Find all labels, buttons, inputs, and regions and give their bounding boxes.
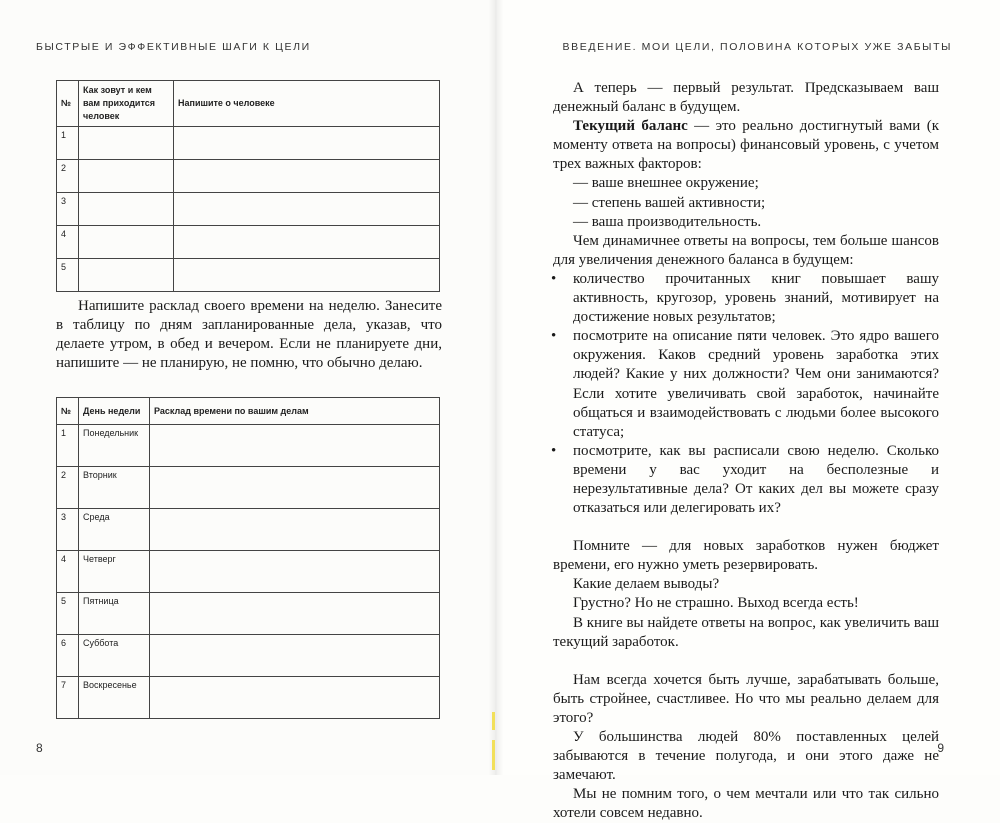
- list-item-text: количество прочитанных книг повышает вашу активность, кругозор, уровень знаний, мотивирует на достижение новых результатов;: [573, 270, 939, 326]
- table-row: [57, 677, 440, 719]
- schedule-day-cell: Воскресенье: [79, 677, 150, 719]
- people-name-cell[interactable]: [79, 193, 174, 226]
- left-page: [0, 0, 496, 775]
- people-about-cell[interactable]: [174, 259, 440, 292]
- table-row: [57, 593, 440, 635]
- left-running-head: БЫСТРЫЕ И ЭФФЕКТИВНЫЕ ШАГИ К ЦЕЛИ: [36, 41, 311, 53]
- schedule-plan-cell[interactable]: [150, 551, 440, 593]
- left-page-number: 8: [36, 741, 43, 755]
- people-row-number: 1: [57, 127, 79, 160]
- schedule-plan-cell[interactable]: [150, 467, 440, 509]
- schedule-row-number: 7: [57, 677, 79, 719]
- paragraph: Какие делаем выводы?: [573, 576, 720, 593]
- schedule-header-plan: Расклад времени по вашим делам: [150, 398, 440, 425]
- table-row: [57, 509, 440, 551]
- paragraph: Чем динамичнее ответы на вопросы, тем больше шансов для увеличения денежного баланса в будущем:: [553, 232, 939, 268]
- people-about-cell[interactable]: [174, 226, 440, 259]
- right-page-number: 9: [937, 741, 944, 755]
- schedule-day-cell: Среда: [79, 509, 150, 551]
- factor-item: — степень вашей активности;: [573, 194, 766, 211]
- list-item-text: посмотрите, как вы расписали свою неделю. Сколько времени у вас уходит на бесполезные и нерезультативные дела? От каких дел вы можете сразу отказаться или делегировать их?: [573, 442, 939, 517]
- spine-highlight-mark: [492, 740, 495, 770]
- schedule-header-day: День недели: [79, 398, 150, 425]
- right-page: [496, 0, 1000, 822]
- balance-term: Текущий баланс: [573, 118, 688, 135]
- schedule-row-number: 4: [57, 551, 79, 593]
- table-row: [57, 635, 440, 677]
- schedule-day-cell: Пятница: [79, 593, 150, 635]
- schedule-row-number: 3: [57, 509, 79, 551]
- bullet-icon: •: [551, 442, 557, 459]
- table-row: [57, 425, 440, 467]
- schedule-row-number: 1: [57, 425, 79, 467]
- paragraph: Помните — для новых заработков нужен бюджет времени, его нужно уметь резервировать.: [553, 538, 939, 574]
- people-table: [56, 80, 440, 292]
- list-item: [553, 270, 939, 327]
- people-name-cell[interactable]: [79, 160, 174, 193]
- schedule-header-number: №: [57, 398, 79, 425]
- paragraph: Нам всегда хочется быть лучше, зарабатывать больше, быть стройнее, счастливее. Но что мы реально делаем для этого?: [553, 671, 939, 726]
- people-name-cell[interactable]: [79, 127, 174, 160]
- people-about-cell[interactable]: [174, 127, 440, 160]
- people-row-number: 3: [57, 193, 79, 226]
- table-row: [57, 127, 440, 160]
- list-item: [553, 442, 939, 518]
- schedule-instructions-text: Напишите расклад своего времени на неделю. Занесите в таблицу по дням запланированные дела, указав, что делаете утром, в обед и вечером. Если не планируете дни, напишите — не планирую, не помню, что обычно делаю.: [56, 298, 442, 371]
- schedule-plan-cell[interactable]: [150, 635, 440, 677]
- people-row-number: 5: [57, 259, 79, 292]
- factor-item: — ваша производительность.: [573, 213, 762, 230]
- schedule-day-cell: Четверг: [79, 551, 150, 593]
- paragraph: Грустно? Но не страшно. Выход всегда есть!: [573, 595, 859, 612]
- table-row: [57, 467, 440, 509]
- people-header-about: Напишите о человеке: [174, 81, 440, 127]
- bullet-icon: •: [551, 328, 557, 345]
- table-row: [57, 160, 440, 193]
- paragraph: В книге вы найдете ответы на вопрос, как увеличить ваш текущий заработок.: [553, 614, 939, 650]
- schedule-plan-cell[interactable]: [150, 677, 440, 719]
- body-text: [553, 79, 939, 823]
- schedule-table: [56, 397, 440, 719]
- paragraph: Мы не помним того, о чем мечтали или что так сильно хотели совсем недавно.: [553, 786, 939, 822]
- table-row: [57, 259, 440, 292]
- people-about-cell[interactable]: [174, 160, 440, 193]
- table-row: [57, 551, 440, 593]
- schedule-instructions: [56, 297, 442, 373]
- people-row-number: 4: [57, 226, 79, 259]
- balance-definition-text: — это реально достигнутый вами (к моменту ответа на вопросы) финансовый уровень, с учетом трех важных факторов:: [553, 118, 939, 173]
- right-running-head: ВВЕДЕНИЕ. МОИ ЦЕЛИ, ПОЛОВИНА КОТОРЫХ УЖЕ ЗАБЫТЫ: [562, 41, 952, 53]
- schedule-table-header-row: [57, 398, 440, 425]
- people-about-cell[interactable]: [174, 193, 440, 226]
- schedule-plan-cell[interactable]: [150, 593, 440, 635]
- people-header-number: №: [57, 81, 79, 127]
- people-name-cell[interactable]: [79, 226, 174, 259]
- people-table-header-row: [57, 81, 440, 127]
- paragraph: У большинства людей 80% поставленных целей забываются в течение полугода, и они этого даже не замечают.: [553, 729, 939, 784]
- people-row-number: 2: [57, 160, 79, 193]
- schedule-day-cell: Вторник: [79, 467, 150, 509]
- schedule-day-cell: Понедельник: [79, 425, 150, 467]
- spine-highlight-mark: [492, 712, 495, 730]
- balance-definition: [553, 117, 939, 174]
- list-item-text: посмотрите на описание пяти человек. Это ядро вашего окружения. Каков средний уровень заработка этих людей? Какие у них должности? Чем они занимаются? Если хотите увеличивать свой заработок, начинайте общаться и взаимодействовать с людьми более высокого статуса;: [573, 328, 939, 440]
- book-spine-shadow: [488, 0, 504, 775]
- schedule-plan-cell[interactable]: [150, 509, 440, 551]
- list-item: [553, 327, 939, 442]
- people-header-name: Как зовут и кем вам приходится человек: [79, 81, 174, 127]
- table-row: [57, 193, 440, 226]
- factor-item: — ваше внешнее окружение;: [573, 175, 759, 192]
- schedule-row-number: 2: [57, 467, 79, 509]
- people-name-cell[interactable]: [79, 259, 174, 292]
- paragraph: А теперь — первый результат. Предсказываем ваш денежный баланс в будущем.: [553, 80, 939, 116]
- bullet-icon: •: [551, 270, 557, 287]
- schedule-day-cell: Суббота: [79, 635, 150, 677]
- bullet-list: [553, 270, 939, 518]
- table-row: [57, 226, 440, 259]
- schedule-row-number: 6: [57, 635, 79, 677]
- schedule-plan-cell[interactable]: [150, 425, 440, 467]
- schedule-row-number: 5: [57, 593, 79, 635]
